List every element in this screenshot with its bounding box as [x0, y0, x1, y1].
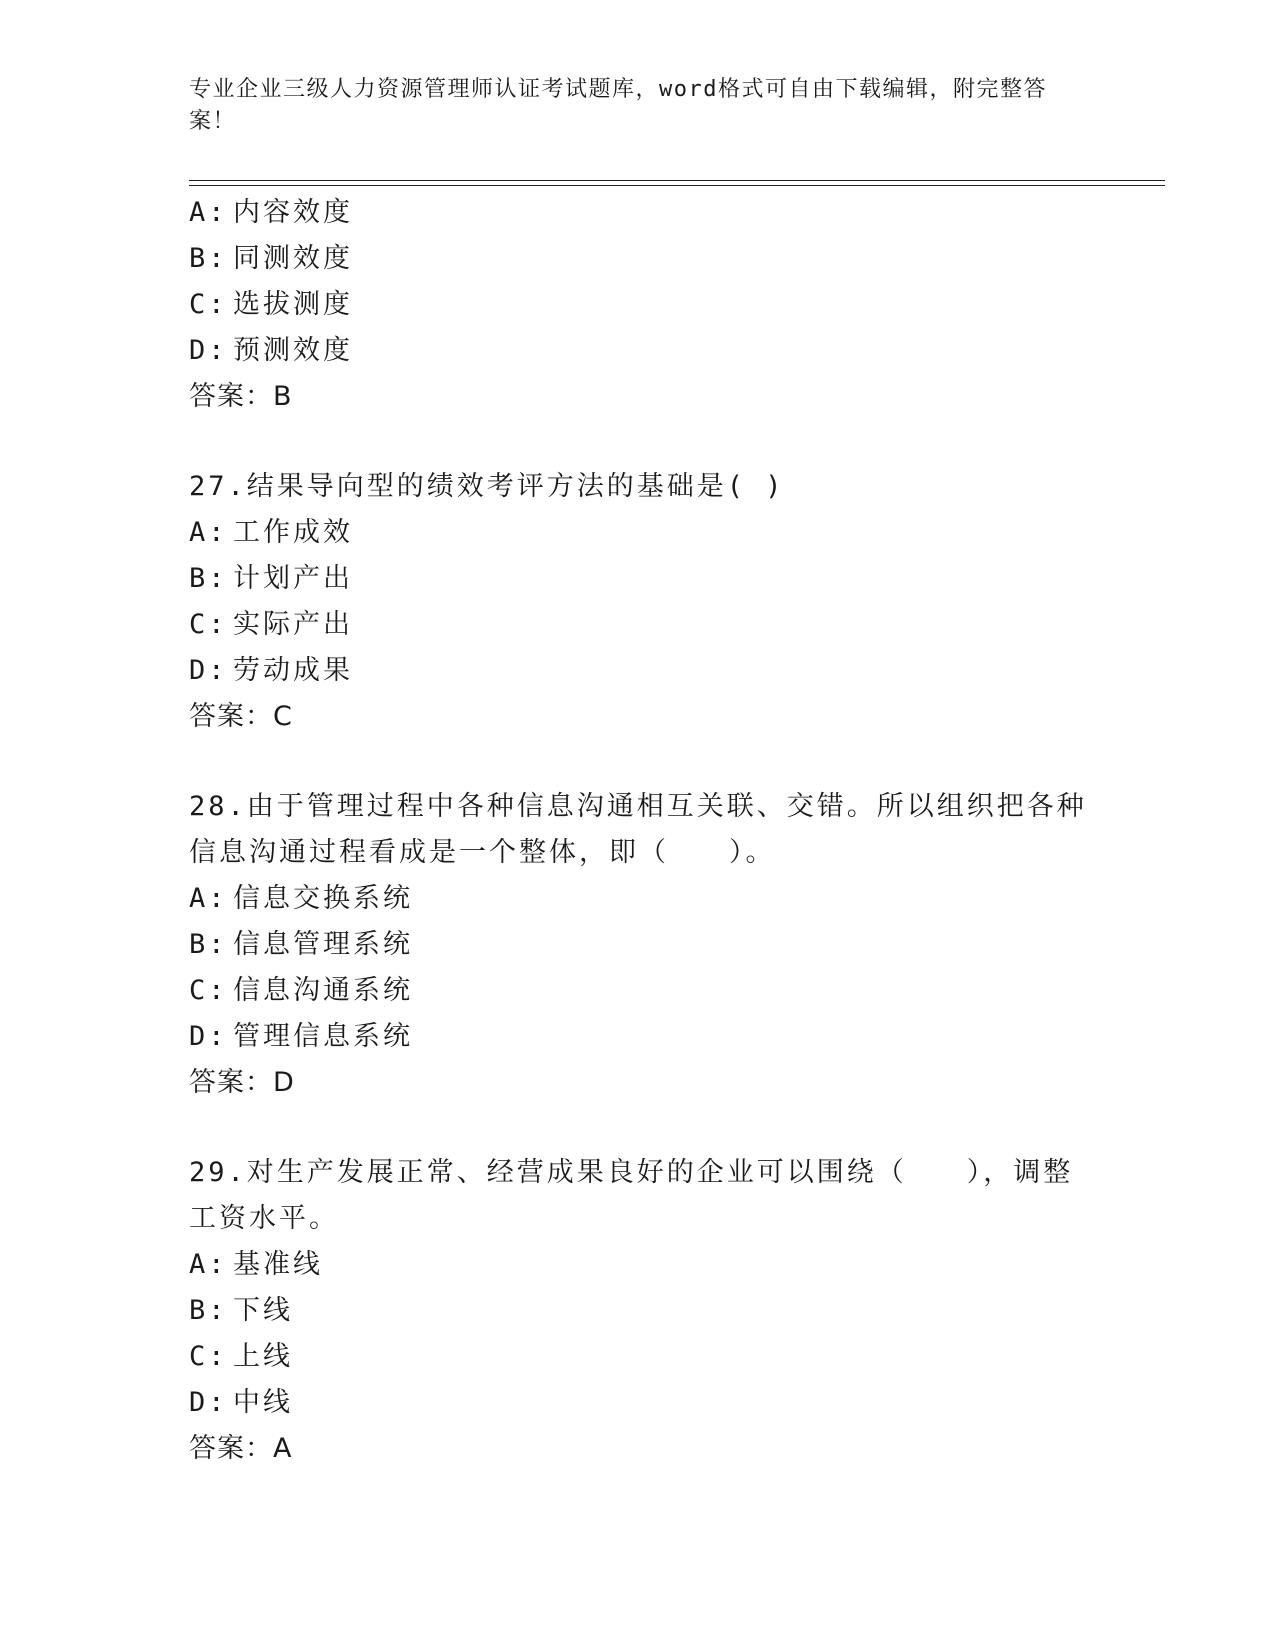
- option-letter: A:: [189, 197, 228, 228]
- option-c: [189, 282, 1089, 328]
- option-b: [189, 236, 1089, 282]
- option-letter: B:: [189, 563, 228, 594]
- option-letter: C:: [189, 1341, 228, 1372]
- answer-line: 答案：A: [189, 1433, 293, 1464]
- option-c: [189, 968, 1089, 1014]
- option-d: [189, 648, 1089, 694]
- option-text: 实际产出: [233, 609, 353, 640]
- header-divider-bottom: [189, 185, 1165, 186]
- option-b: [189, 922, 1089, 968]
- option-a: [189, 510, 1089, 556]
- option-letter: B:: [189, 243, 228, 274]
- question-stem: 29.对生产发展正常、经营成果良好的企业可以围绕（ ），调整工资水平。: [189, 1157, 1074, 1234]
- option-letter: D:: [189, 1387, 228, 1418]
- option-d: [189, 1380, 1089, 1426]
- option-text: 信息交换系统: [233, 883, 413, 914]
- question-block-27: [189, 464, 1089, 740]
- option-c: [189, 1334, 1089, 1380]
- option-letter: A:: [189, 517, 228, 548]
- option-text: 工作成效: [233, 517, 353, 548]
- option-b: [189, 556, 1089, 602]
- option-d: [189, 1014, 1089, 1060]
- option-text: 选拔测度: [233, 289, 353, 320]
- header-divider-top: [189, 180, 1165, 181]
- option-letter: B:: [189, 1295, 228, 1326]
- option-c: [189, 602, 1089, 648]
- answer-line: 答案：D: [189, 1067, 295, 1098]
- option-text: 中线: [233, 1387, 293, 1418]
- option-letter: A:: [189, 883, 228, 914]
- option-letter: D:: [189, 335, 228, 366]
- option-a: [189, 1242, 1089, 1288]
- option-text: 基准线: [233, 1249, 323, 1280]
- question-stem: 28.由于管理过程中各种信息沟通相互关联、交错。所以组织把各种信息沟通过程看成是一个整体，即（ ）。: [189, 791, 1087, 868]
- option-text: 劳动成果: [233, 655, 353, 686]
- question-stem: 27.结果导向型的绩效考评方法的基础是( ): [189, 471, 785, 502]
- option-d: [189, 328, 1089, 374]
- option-letter: C:: [189, 289, 228, 320]
- question-block-28: [189, 784, 1089, 1106]
- question-list: [189, 190, 1089, 1472]
- question-block-29: [189, 1150, 1089, 1472]
- option-letter: D:: [189, 1021, 228, 1052]
- option-text: 管理信息系统: [233, 1021, 413, 1052]
- document-header: 专业企业三级人力资源管理师认证考试题库，word格式可自由下载编辑，附完整答案！: [189, 77, 1047, 134]
- option-text: 下线: [233, 1295, 293, 1326]
- answer-line: 答案：C: [189, 701, 293, 732]
- option-text: 计划产出: [233, 563, 353, 594]
- option-text: 内容效度: [233, 197, 353, 228]
- option-b: [189, 1288, 1089, 1334]
- answer-line: 答案：B: [189, 381, 293, 412]
- option-text: 上线: [233, 1341, 293, 1372]
- option-a: [189, 876, 1089, 922]
- option-text: 信息管理系统: [233, 929, 413, 960]
- option-letter: D:: [189, 655, 228, 686]
- option-text: 同测效度: [233, 243, 353, 274]
- question-block-prev: [189, 190, 1089, 420]
- option-a: [189, 190, 1089, 236]
- option-text: 预测效度: [233, 335, 353, 366]
- option-letter: C:: [189, 609, 228, 640]
- option-text: 信息沟通系统: [233, 975, 413, 1006]
- option-letter: B:: [189, 929, 228, 960]
- option-letter: A:: [189, 1249, 228, 1280]
- option-letter: C:: [189, 975, 228, 1006]
